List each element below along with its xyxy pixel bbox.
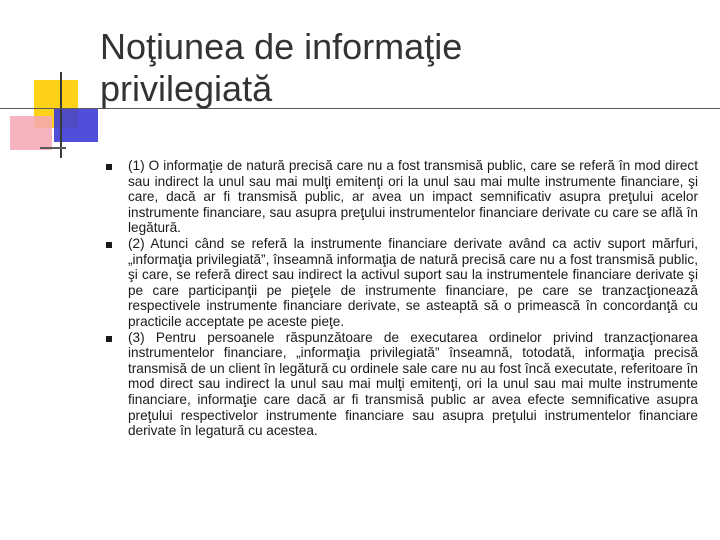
paragraph-2: (2) Atunci când se referă la instrumente financiare derivate având ca activ suport mărfuri, „informaţia privilegiată”, înseamnă informaţia de natură precisă care nu a fost transmisă public, şi care, se referă direct sau indirect la activul suport sau la instrumentele financiare derivate şi pe care participanţii pe pieţele de instrumente financiare, pe care se tranzacţionează respectivele instrumente financiare derivate, se asteaptă să o primească în concordanţă cu practicile acceptate pe aceste pieţe. — [128, 235, 698, 329]
decor-pink-square — [10, 116, 52, 150]
bullet-list — [106, 158, 698, 439]
bullet-square-icon — [106, 242, 112, 248]
decor-short-line — [40, 147, 66, 149]
slide-title — [100, 26, 700, 110]
slide-title-line-1: Noţiunea de informaţie — [100, 26, 463, 67]
decor-vertical-line — [60, 72, 62, 158]
list-item — [106, 158, 698, 236]
list-item — [106, 236, 698, 330]
list-item — [106, 330, 698, 439]
slide-title-line-2: privilegiată — [100, 68, 273, 109]
paragraph-3: (3) Pentru persoanele răspunzătoare de executarea ordinelor privind tranzacţionarea instrumentelor financiare, „informaţia privilegiată” înseamnă, totodată, informaţia precisă transmisă de un client în legătură cu ordinele sale care nu au fost încă executate, referitoare în mod direct sau indirect la unul sau mai mulţi emitenţi, ori la unul sau mai multe instrumente financiare, informaţie care dacă ar fi transmisă public ar avea efecte semnificative asupra preţului respectivelor instrumente financiare sau asupra preţului instrumentelor financiare derivate în legatură cu acestea. — [128, 329, 698, 439]
paragraph-1: (1) O informaţie de natură precisă care nu a fost transmisă public, care se referă în mod direct sau indirect la unul sau mai mulţi emitenţi ori la unul sau mai multe instrumente financiare, şi care, dacă ar fi transmisă public, ar avea un impact semnificativ asupra preţului acelor instrumente financiare, sau asupra preţului instrumentelor financiare derivate cu care se află în legătură. — [128, 158, 698, 236]
bullet-square-icon — [106, 164, 112, 170]
bullet-square-icon — [106, 336, 112, 342]
